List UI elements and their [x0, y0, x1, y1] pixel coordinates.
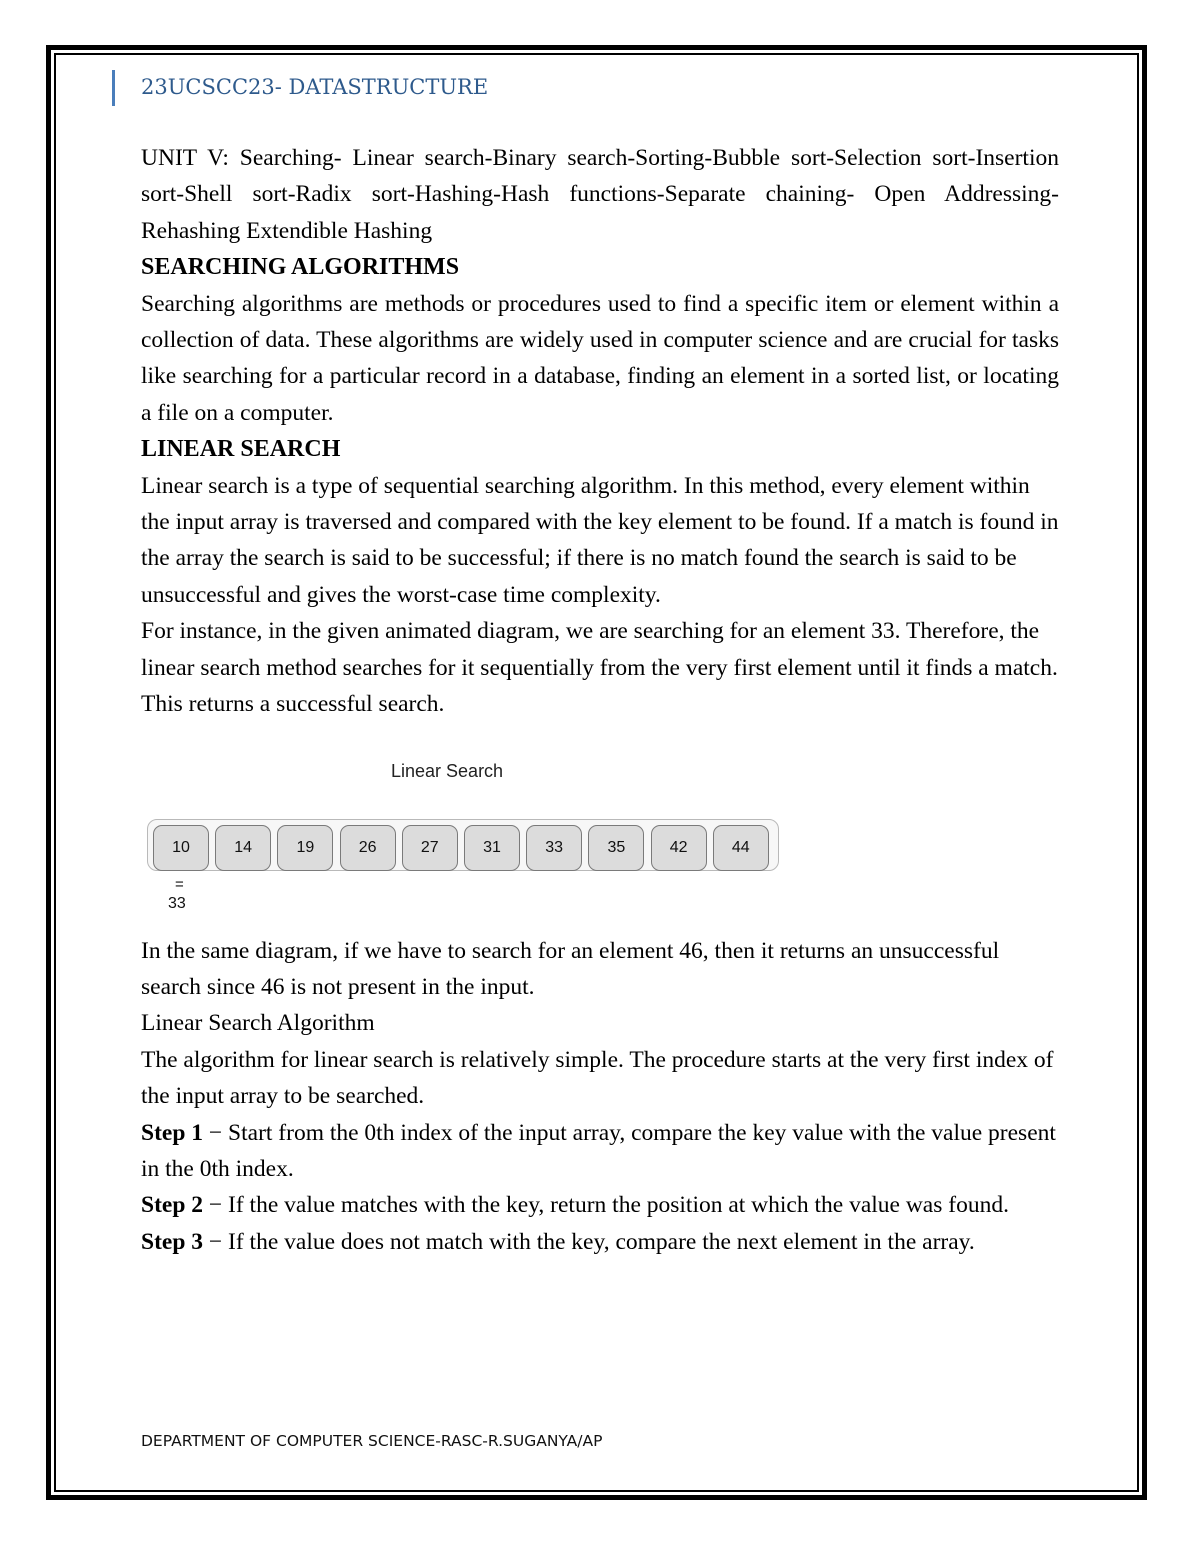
array-cell: 33: [526, 825, 582, 871]
step-2: [141, 1187, 1059, 1223]
step-3-text: − If the value does not match with the key, compare the next element in the array.: [203, 1228, 975, 1255]
linear-search-figure: [141, 723, 1059, 933]
step-2-label: Step 2: [141, 1192, 204, 1219]
para-unsuccessful-search: In the same diagram, if we have to search for an element 46, then it returns an unsuccessful search since 46 is not present in the input.: [141, 937, 1000, 1000]
step-1-text: − Start from the 0th index of the input array, compare the key value with the value present in the 0th index.: [141, 1119, 1056, 1182]
footer-text: DEPARTMENT OF COMPUTER SCIENCE-RASC-R.SUGANYA/AP: [141, 1432, 603, 1450]
unit-syllabus: UNIT V: Searching- Linear search-Binary search-Sorting-Bubble sort-Selection sort-Insertion sort-Shell sort-Radix sort-Hashing-Hash functions-Separate chaining- Open Addressing- Rehashing Extendible Hashing: [141, 145, 1059, 244]
para-linear-search-1: Linear search is a type of sequential searching algorithm. In this method, every element within the input array is traversed and compared with the key element to be found. If a match is found in the array the search is said to be successful; if there is no match found the search is said to be unsuccessful and gives the worst-case time complexity.: [141, 472, 1059, 608]
array-cell: 44: [713, 825, 769, 871]
search-key: 33: [168, 894, 186, 912]
compare-symbol: =: [175, 875, 184, 893]
heading-linear-search: LINEAR SEARCH: [141, 436, 341, 463]
array-cell: 35: [588, 825, 644, 871]
heading-searching-algorithms: SEARCHING ALGORITHMS: [141, 254, 460, 281]
page-footer: [141, 1432, 602, 1450]
page-header: [112, 70, 488, 106]
header-title: 23UCSCC23- DATASTRUCTURE: [141, 75, 489, 99]
array-cell: 19: [277, 825, 333, 871]
array-cell: 10: [153, 825, 209, 871]
page-content: [141, 140, 1059, 1260]
step-3-label: Step 3: [141, 1228, 204, 1255]
figure-title: Linear Search: [391, 760, 504, 781]
step-1: [141, 1115, 1059, 1188]
array-cell: 42: [651, 825, 707, 871]
para-linear-search-2: For instance, in the given animated diagram, we are searching for an element 33. Therefore, the linear search method searches for it sequentially from the very first element until it finds a match. This returns a successful search.: [141, 618, 1058, 718]
array-cell: 14: [215, 825, 271, 871]
array-cell: 27: [402, 825, 458, 871]
array-cell: 26: [340, 825, 396, 871]
array-cell: 31: [464, 825, 520, 871]
algorithm-title: Linear Search Algorithm: [141, 1010, 375, 1037]
step-3: [141, 1224, 1059, 1260]
algorithm-intro: The algorithm for linear search is relatively simple. The procedure starts at the very first index of the input array to be searched.: [141, 1046, 1054, 1110]
para-searching-algorithms: Searching algorithms are methods or procedures used to find a specific item or element within a collection of data. These algorithms are widely used in computer science and are crucial for tasks like searching for a particular record in a database, finding an element in a sorted list, or locating a file on a computer.: [141, 290, 1059, 426]
step-1-label: Step 1: [141, 1119, 204, 1146]
step-2-text: − If the value matches with the key, return the position at which the value was found.: [203, 1192, 1009, 1219]
